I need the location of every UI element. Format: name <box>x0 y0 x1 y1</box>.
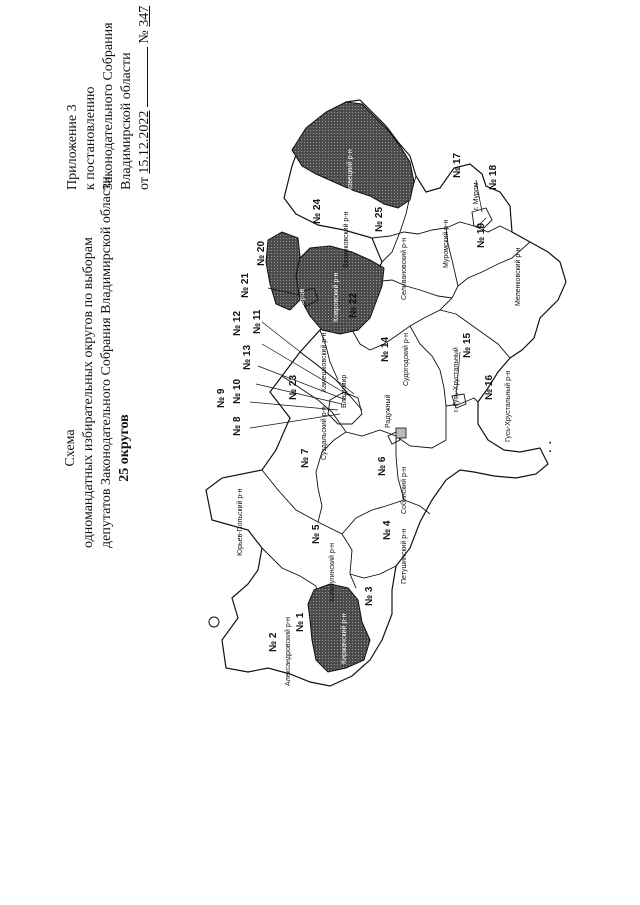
district-label-8: № 8 <box>232 416 243 436</box>
district-label-6: № 6 <box>377 456 388 476</box>
district-label-12: № 12 <box>232 310 243 336</box>
district-label-24: № 24 <box>312 198 323 224</box>
district-label-15: № 15 <box>462 332 473 358</box>
city-radugny: Радужный <box>385 394 392 428</box>
rayon-petushinsky: Петушинский р-н <box>401 528 408 584</box>
district-label-5: № 5 <box>311 524 322 544</box>
district-label-2: № 2 <box>268 632 279 652</box>
rayon-kirzhachsky: Киржачский р-н <box>341 613 348 664</box>
city-vladimir: Владимир <box>341 374 348 408</box>
district-label-9: № 9 <box>216 388 227 408</box>
district-label-11: № 11 <box>252 309 263 334</box>
rayon-sobinsky: Собинский р-н <box>401 466 408 514</box>
district-label-20: № 20 <box>256 240 267 266</box>
district-label-22: № 22 <box>348 292 359 318</box>
district-20-shaded <box>266 232 300 310</box>
appendix-date-line: от 15.12.2022 № 347 <box>137 5 152 190</box>
map-title: Схема <box>63 429 78 467</box>
district-label-10: № 10 <box>232 378 243 404</box>
rayon-melenkovsky: Меленковский р-н <box>515 247 522 306</box>
rayon-vyaznikovsky: Вязниковский р-н <box>343 211 350 268</box>
map-subtitle-line2: депутатов Законодательного Собрания Владимирской области <box>99 176 114 548</box>
rayon-aleksandrovsky: Александровский р-н <box>285 617 292 686</box>
appendix-date: 15.12.2022 <box>137 110 152 174</box>
rayon-kovrovsky: Ковровский р-н <box>333 272 340 322</box>
sobinka-marker <box>396 428 406 438</box>
rayon-gus-khrustalny: Гусь-Хрустальный р-н <box>505 370 512 442</box>
district-label-19: № 19 <box>476 222 487 248</box>
district-label-1: № 1 <box>295 612 306 632</box>
appendix-number: 347 <box>137 5 152 27</box>
rayon-muromsky: Муромский р-н <box>443 219 450 268</box>
map-subtitle-line1: одномандатных избирательных округов по выборам <box>81 237 96 548</box>
rayon-suzdalsky: Суздальский р-н <box>321 406 328 460</box>
district-label-18: № 18 <box>488 164 499 190</box>
district-label-16: № 16 <box>484 374 495 400</box>
district-label-21: № 21 <box>240 272 251 298</box>
city-murom: г. Муром <box>473 182 480 210</box>
appendix-line2: к постановлению <box>83 86 98 190</box>
map-subtitle-line3: 25 округов <box>117 414 132 482</box>
rayon-yuryev-polsky: Юрьев-Польский р-н <box>237 488 244 556</box>
district-label-25: № 25 <box>374 206 385 232</box>
appendix-line4: Владимирской области <box>119 52 134 190</box>
city-gus-khrustalny: г. Гусь-Хрустальный <box>453 347 460 412</box>
district-label-17: № 17 <box>452 152 463 178</box>
rayon-sudogodsky: Судогодский р-н <box>403 333 410 386</box>
district-label-14: № 14 <box>380 336 391 362</box>
district-label-23: № 23 <box>288 374 299 400</box>
appendix-line1: Приложение 3 <box>65 104 80 190</box>
small-enclave-marker <box>209 617 219 627</box>
district-label-13: № 13 <box>242 344 253 370</box>
city-kovrov: Ковров <box>299 288 306 312</box>
rayon-gorokhovetsky: Гороховецкий р-н <box>347 149 354 206</box>
rayon-kolchuginsky: Кольчугинский р-н <box>329 543 336 602</box>
district-label-4: № 4 <box>382 520 393 540</box>
rayon-selivanovsky: Селивановский р-н <box>401 237 408 300</box>
district-label-3: № 3 <box>364 586 375 606</box>
rayon-kameshkovsky: Камешковский р-н <box>321 332 328 392</box>
appendix-line3: Законодательного Собрания <box>101 22 116 190</box>
dots-mark: ⁚ <box>548 439 553 455</box>
district-label-7: № 7 <box>300 448 311 468</box>
